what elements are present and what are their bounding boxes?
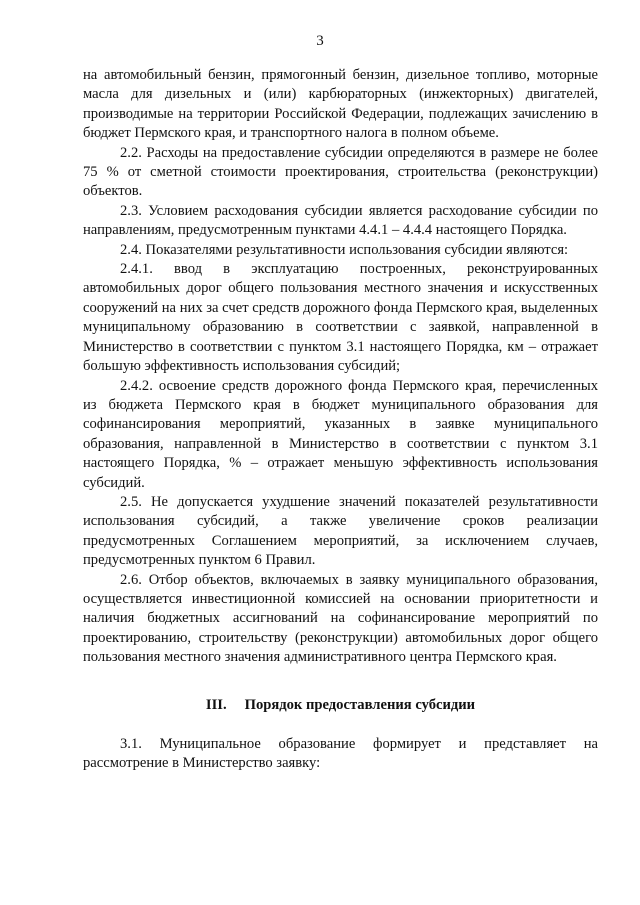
section-number: III. — [205, 696, 227, 713]
paragraph-2-4: 2.4. Показателями результативности использования субсидии являются: — [120, 241, 569, 258]
paragraph-2-4-2: 2.4.2. освоение средств дорожного фонда Пермского края, перечисленных из бюджета Пермского края в бюджет муниципального образования для софинансирования мероприятий, указанных в заявке муниципального образования, направленной в Министерство в соответствии с пунктом 3.1 настоящего Порядка, % – отражает меньшую эффективность использования субсидий. — [83, 377, 598, 491]
paragraph-2-6: 2.6. Отбор объектов, включаемых в заявку муниципального образования, осуществляется инвестиционной комиссией на основании приоритетности и наличия бюджетных ассигнований на софинансирование мероприятий по проектированию, строительству (реконструкции) автомобильных дорог общего пользования местного значения административного центра Пермского края. — [83, 571, 598, 666]
document-body — [83, 66, 598, 774]
paragraph-2-3: 2.3. Условием расходования субсидии является расходование субсидии по направлениям, предусмотренным пунктами 4.4.1 – 4.4.4 настоящего Порядка. — [83, 202, 598, 239]
paragraph-2-5: 2.5. Не допускается ухудшение значений показателей результативности использования субсидий, а также увеличение сроков реализации предусмотренных Соглашением мероприятий, за исключением случаев, предусмотренных пунктом 6 Правил. — [83, 493, 598, 569]
paragraph-3-1: 3.1. Муниципальное образование формирует и представляет на рассмотрение в Министерство заявку: — [83, 736, 598, 772]
section-heading — [83, 696, 598, 715]
paragraph-2-4-1: 2.4.1. ввод в эксплуатацию построенных, реконструированных автомобильных дорог общего пользования местного значения и искусственных сооружений на них за счет средств дорожного фонда Пермского края, выделенных муниципальному образованию в соответствии с заявкой, направленной в Министерство в соответствии с пунктом 3.1 настоящего Порядка, км – отражает большую эффективность использования субсидий; — [83, 261, 598, 375]
page-number: 3 — [316, 33, 324, 49]
paragraph-continuation: на автомобильный бензин, прямогонный бензин, дизельное топливо, моторные масла для дизельных и (или) карбюраторных (инжекторных) двигателей, производимые на территории Российской Федерации, подлежащих зачислению в бюджет Пермского края, и транспортного налога в полном объеме. — [83, 67, 598, 142]
paragraph-2-2: 2.2. Расходы на предоставление субсидии определяются в размере не более 75 % от сметной стоимости проектирования, строительства (реконструкции) объектов. — [83, 144, 598, 200]
section-title: Порядок предоставления субсидии — [244, 696, 476, 713]
